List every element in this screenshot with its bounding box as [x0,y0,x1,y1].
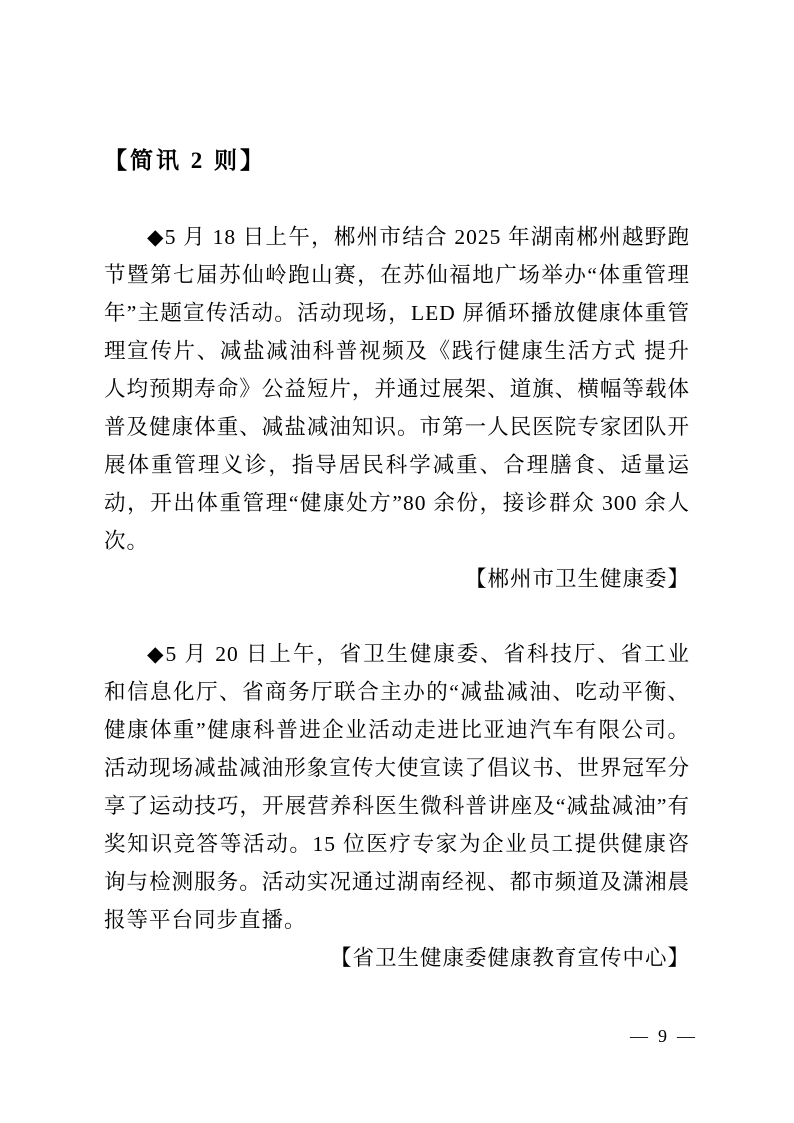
news-item [104,635,690,977]
page-number [630,1024,695,1048]
article-text: ◆5 月 20 日上午，省卫生健康委、省科技厅、省工业和信息化厅、省商务厅联合主办的“减盐减油、吃动平衡、健康体重”健康科普进企业活动走进比亚迪汽车有限公司。活动现场减盐减油形象宣传大使宣读了倡议书、世界冠军分享了运动技巧，开展营养科医生微科普讲座及“减盐减油”有奖知识竞答等活动。15 位医疗专家为企业员工提供健康咨询与检测服务。活动实况通过湖南经视、都市频道及潇湘晨报等平台同步直播。 [104,642,690,932]
page-number-dash-left: — [630,1026,648,1046]
article-attribution: 【郴州市卫生健康委】 [464,567,690,591]
article-attribution: 【省卫生健康委健康教育宣传中心】 [329,946,690,970]
page-number-dash-right: — [677,1026,695,1046]
section-header: 【简讯 2 则】 [104,148,266,173]
article-text: ◆5 月 18 日上午，郴州市结合 2025 年湖南郴州越野跑节暨第七届苏仙岭跑山赛，在苏仙福地广场举办“体重管理年”主题宣传活动。活动现场，LED 屏循环播放健康体重管理宣传片、减盐减油科普视频及《践行健康生活方式 提升人均预期寿命》公益短片，并通过展架、道旗、横幅等载体普及健康体重、减盐减油知识。市第一人民医院专家团队开展体重管理义诊，指导居民科学减重、合理膳食、适量运动，开出体重管理“健康处方”80 余份，接诊群众 300 余人次。 [104,225,690,553]
news-item [104,218,690,598]
page-number-value: 9 [658,1026,667,1046]
page-content [104,146,690,977]
